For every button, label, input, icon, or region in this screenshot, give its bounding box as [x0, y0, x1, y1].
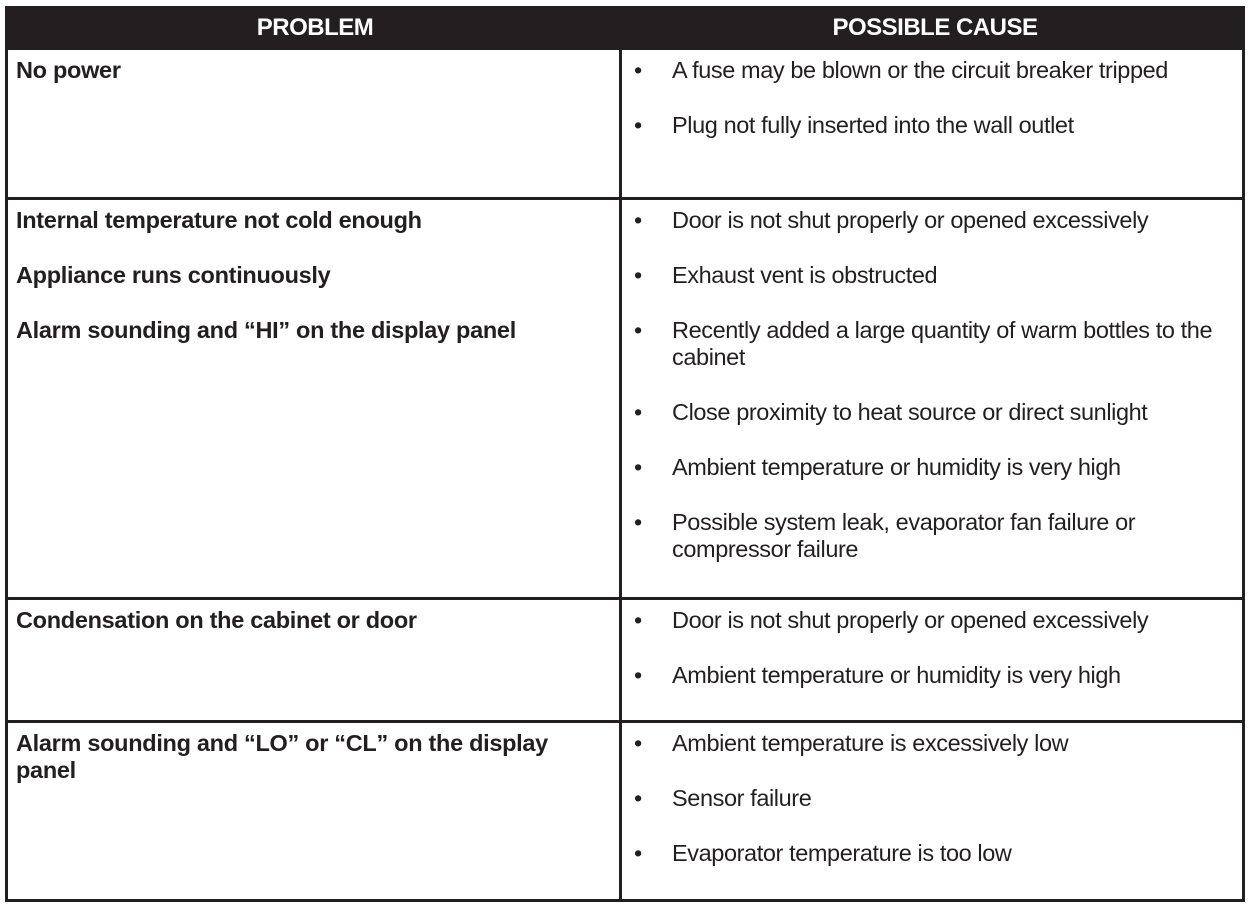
bullet-icon: • [634, 840, 642, 866]
bullet-icon: • [634, 607, 642, 633]
cause-text: Ambient temperature or humidity is very high [672, 662, 1121, 688]
cause-cell [622, 600, 1242, 720]
cause-text: A fuse may be blown or the circuit breaker tripped [672, 57, 1168, 83]
bullet-icon: • [634, 112, 642, 138]
cause-item [630, 112, 1234, 139]
cause-text: Door is not shut properly or opened excessively [672, 607, 1149, 633]
problem-text: Alarm sounding and “LO” or “CL” on the display panel [16, 730, 548, 783]
cause-text: Ambient temperature or humidity is very high [672, 454, 1121, 480]
cause-item [630, 454, 1234, 481]
bullet-icon: • [634, 317, 642, 343]
bullet-icon: • [634, 454, 642, 480]
header-problem: PROBLEM [256, 14, 374, 41]
table-row [8, 200, 1242, 600]
cause-cell [622, 200, 1242, 597]
cause-text: Close proximity to heat source or direct sunlight [672, 399, 1148, 425]
problem-text: Alarm sounding and “HI” on the display panel [16, 317, 516, 343]
table-row [8, 50, 1242, 200]
problem-cell [8, 723, 622, 899]
problem-text: No power [16, 57, 121, 83]
problem-cell [8, 200, 622, 597]
cause-item [630, 730, 1234, 757]
cause-text: Possible system leak, evaporator fan failure or compressor failure [672, 509, 1136, 562]
bullet-icon: • [634, 662, 642, 688]
table-row [8, 600, 1242, 723]
cause-cell [622, 50, 1242, 197]
cause-cell [622, 723, 1242, 899]
cause-text: Exhaust vent is obstructed [672, 262, 938, 288]
cause-text: Recently added a large quantity of warm bottles to the cabinet [672, 317, 1213, 370]
problem-text: Condensation on the cabinet or door [16, 607, 417, 633]
header-possible-cause: POSSIBLE CAUSE [832, 14, 1038, 41]
cause-item [630, 262, 1234, 289]
cause-item [630, 57, 1234, 84]
bullet-icon: • [634, 57, 642, 83]
cause-item [630, 785, 1234, 812]
bullet-icon: • [634, 399, 642, 425]
table-header-row [5, 6, 1245, 50]
cause-item [630, 662, 1234, 689]
cause-item [630, 509, 1234, 563]
bullet-icon: • [634, 509, 642, 535]
problem-text: Internal temperature not cold enough [16, 207, 422, 233]
table-row [8, 723, 1242, 899]
bullet-icon: • [634, 262, 642, 288]
cause-item [630, 399, 1234, 426]
problem-cell [8, 600, 622, 720]
cause-text: Door is not shut properly or opened excessively [672, 207, 1149, 233]
cause-item [630, 607, 1234, 634]
cause-item [630, 207, 1234, 234]
problem-text: Appliance runs continuously [16, 262, 331, 288]
cause-text: Ambient temperature is excessively low [672, 730, 1069, 756]
cause-text: Plug not fully inserted into the wall outlet [672, 112, 1074, 138]
cause-item [630, 840, 1234, 867]
problem-cell [8, 50, 622, 197]
bullet-icon: • [634, 207, 642, 233]
cause-text: Sensor failure [672, 785, 812, 811]
troubleshooting-table [5, 6, 1245, 902]
cause-item [630, 317, 1234, 371]
bullet-icon: • [634, 785, 642, 811]
cause-text: Evaporator temperature is too low [672, 840, 1012, 866]
bullet-icon: • [634, 730, 642, 756]
